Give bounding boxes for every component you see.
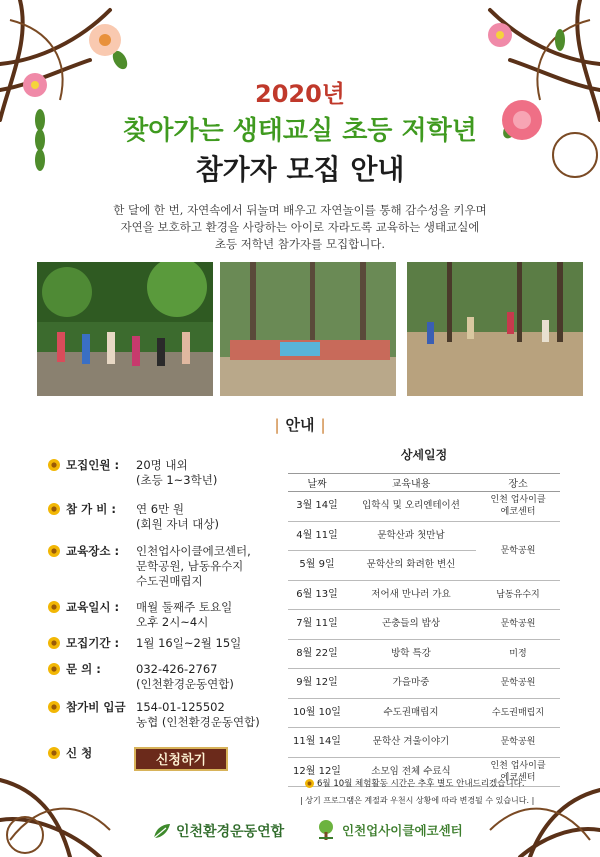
- table-row: 8월 22일 방학 특강 미정: [288, 639, 560, 669]
- intro-line: 한 달에 한 번, 자연속에서 뒤놀며 배우고 자연놀이를 통해 감수성을 키우며: [113, 203, 487, 217]
- column-header-date: 날짜: [288, 474, 346, 492]
- year-heading: 2020년: [255, 80, 345, 108]
- incheon-kfem-logo: 인천환경운동연합: [152, 820, 284, 842]
- place-cell: 문학공원: [476, 521, 560, 580]
- schedule-table: [288, 473, 560, 787]
- schedule-title: 상세일정: [400, 448, 448, 462]
- table-row: 10월 10일 수도권매립지 수도권매립지: [288, 698, 560, 728]
- table-row: 11월 14일 문학산 겨울이야기 문학공원: [288, 728, 560, 758]
- change-notice: | 상기 프로그램은 계절과 우천시 상황에 따라 변경될 수 있습니다. |: [300, 796, 535, 805]
- intro-text: [60, 202, 540, 253]
- page-title: 참가자 모집 안내: [195, 153, 405, 186]
- guide-section-title: | 안내 |: [274, 416, 326, 434]
- table-row: 7월 11일 곤충들의 밥상 문학공원: [288, 610, 560, 640]
- activity-photo-trail: [407, 262, 583, 396]
- apply-button[interactable]: 신청하기: [134, 747, 228, 771]
- activity-photo-group: [220, 262, 396, 396]
- table-row: 5월 9일 문학산의 화려한 변신: [288, 551, 560, 581]
- activity-photo-forest: [37, 262, 213, 396]
- program-subtitle: 찾아가는 생태교실 초등 저학년: [123, 116, 477, 146]
- table-row: 9월 12일 가을마중 문학공원: [288, 669, 560, 699]
- schedule-note: 6월 10월 체험활동 시간은 추후 별도 안내드리겠습니다.: [305, 777, 565, 789]
- sunflower-icon: [48, 637, 60, 649]
- column-header-content: 교육내용: [346, 474, 476, 492]
- recycle-tree-icon: [314, 818, 338, 842]
- sunflower-icon: [48, 701, 60, 713]
- intro-line: 자연을 보호하고 환경을 사랑하는 아이로 자라도록 교육하는 생태교실에: [120, 220, 480, 234]
- place-cell: 인천 업사이클 에코센터: [476, 757, 560, 787]
- sunflower-icon: [48, 503, 60, 515]
- table-row: 4월 11일 문학산과 첫만남 문학공원: [288, 521, 560, 551]
- sunflower-icon: [48, 747, 60, 759]
- schedule-panel: [288, 446, 560, 787]
- upcycle-eco-center-logo: 인천업사이클에코센터: [314, 818, 463, 842]
- kfem-leaf-icon: [152, 822, 172, 840]
- sunflower-icon: [305, 779, 314, 788]
- sunflower-icon: [48, 663, 60, 675]
- guide-label: 안내: [285, 416, 315, 434]
- table-row: 12월 12일 소모임 전체 수료식 인천 업사이클 에코센터: [288, 757, 560, 787]
- sunflower-icon: [48, 601, 60, 613]
- table-row: 6월 13일 저어새 만나러 가요 남동유수지: [288, 580, 560, 610]
- column-header-place: 장소: [476, 474, 560, 492]
- place-cell: 인천 업사이클 에코센터: [476, 492, 560, 522]
- sunflower-icon: [48, 545, 60, 557]
- sunflower-icon: [48, 459, 60, 471]
- intro-line: 초등 저학년 참가자를 모집합니다.: [214, 237, 386, 251]
- table-row: 3월 14일 입학식 및 오리엔테이션 인천 업사이클 에코센터: [288, 492, 560, 522]
